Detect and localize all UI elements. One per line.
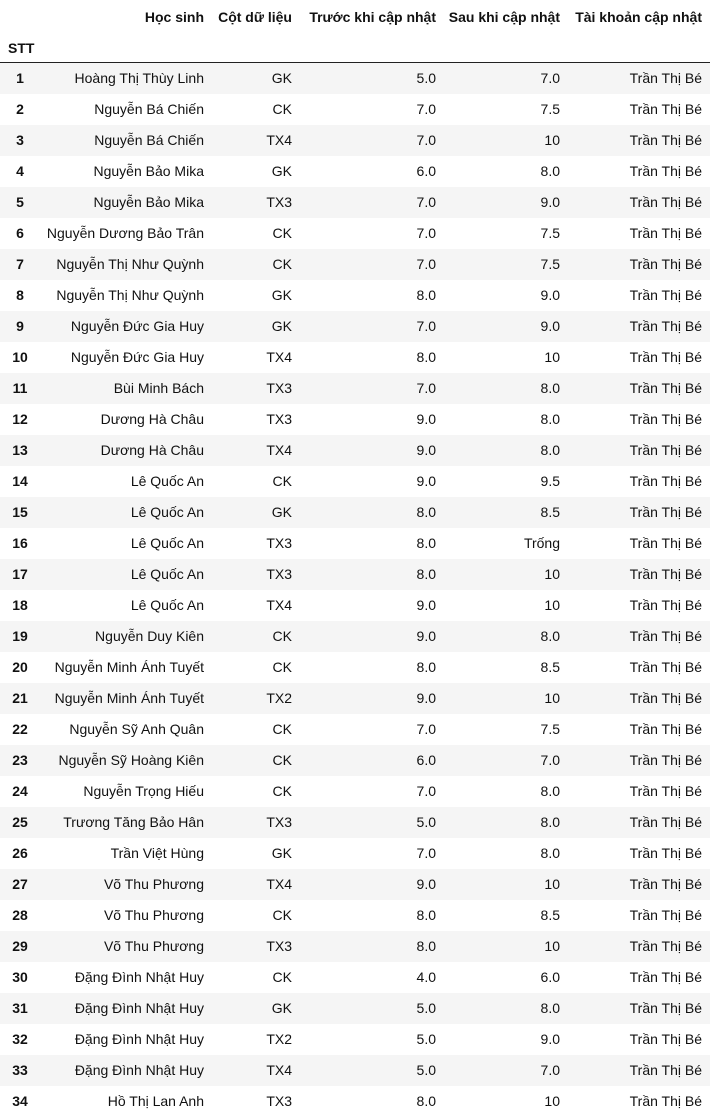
after-value-cell: Trống (523, 535, 560, 551)
student-name-cell: Dương Hà Châu (100, 442, 204, 458)
data-column-cell: CK (272, 225, 292, 241)
row-index: 20 (12, 659, 28, 675)
before-value-cell: 4.0 (416, 969, 436, 985)
row-index: 7 (16, 256, 24, 272)
student-name-cell: Đặng Đình Nhật Huy (74, 1000, 204, 1016)
data-column-cell: TX3 (266, 938, 292, 954)
account-cell: Trần Thị Bé (629, 287, 702, 303)
student-name-cell: Nguyễn Sỹ Anh Quân (69, 721, 204, 737)
table-row (0, 187, 710, 218)
student-name-cell: Nguyễn Bá Chiến (94, 132, 204, 148)
account-cell: Trần Thị Bé (629, 194, 702, 210)
table-row (0, 218, 710, 249)
before-value-cell: 9.0 (416, 473, 436, 489)
account-cell: Trần Thị Bé (629, 535, 702, 551)
index-header-blank (300, 34, 444, 63)
row-index: 18 (12, 597, 28, 613)
before-value-cell: 8.0 (416, 907, 436, 923)
row-index: 23 (12, 752, 28, 768)
before-value-cell: 6.0 (416, 163, 436, 179)
data-column-cell: GK (271, 1000, 292, 1016)
before-value-cell: 9.0 (416, 876, 436, 892)
account-cell: Trần Thị Bé (629, 318, 702, 334)
header-update-account: Tài khoản cập nhật (575, 9, 702, 25)
table-row (0, 125, 710, 156)
student-name-cell: Nguyễn Sỹ Hoàng Kiên (58, 752, 204, 768)
student-name-cell: Nguyễn Dương Bảo Trân (46, 225, 204, 241)
table-row (0, 435, 710, 466)
data-column-cell: TX4 (266, 597, 292, 613)
before-value-cell: 9.0 (416, 411, 436, 427)
before-value-cell: 5.0 (416, 814, 436, 830)
data-column-cell: CK (272, 101, 292, 117)
student-name-cell: Lê Quốc An (130, 597, 204, 613)
student-name-cell: Võ Thu Phương (103, 876, 204, 892)
data-column-cell: CK (272, 783, 292, 799)
data-column-cell: CK (272, 752, 292, 768)
data-column-cell: GK (271, 287, 292, 303)
after-value-cell: 10 (544, 938, 560, 954)
header-data-column: Cột dữ liệu (218, 9, 292, 25)
account-cell: Trần Thị Bé (629, 349, 702, 365)
account-cell: Trần Thị Bé (629, 938, 702, 954)
data-column-cell: TX2 (266, 1031, 292, 1047)
table-header (0, 0, 710, 63)
before-value-cell: 5.0 (416, 1000, 436, 1016)
row-index: 10 (12, 349, 28, 365)
before-value-cell: 9.0 (416, 442, 436, 458)
table-row (0, 807, 710, 838)
table-row (0, 497, 710, 528)
after-value-cell: 7.0 (540, 1062, 560, 1078)
after-value-cell: 7.0 (540, 70, 560, 87)
table-row (0, 404, 710, 435)
account-cell: Trần Thị Bé (629, 1062, 702, 1078)
row-index: 6 (16, 225, 24, 241)
data-column-cell: TX4 (266, 876, 292, 892)
data-column-cell: CK (272, 473, 292, 489)
student-name-cell: Nguyễn Bảo Mika (93, 163, 204, 179)
data-column-cell: TX3 (266, 194, 292, 210)
before-value-cell: 7.0 (416, 721, 436, 737)
index-header-row (0, 34, 710, 63)
table-row (0, 1086, 710, 1117)
row-index: 5 (16, 194, 24, 210)
data-column-cell: TX3 (266, 566, 292, 582)
student-name-cell: Nguyễn Bảo Mika (93, 194, 204, 210)
row-index: 25 (12, 814, 28, 830)
row-index: 9 (16, 318, 24, 334)
before-value-cell: 7.0 (416, 318, 436, 334)
account-cell: Trần Thị Bé (629, 752, 702, 768)
after-value-cell: 10 (544, 597, 560, 613)
table-row (0, 94, 710, 125)
before-value-cell: 9.0 (416, 690, 436, 706)
after-value-cell: 8.0 (540, 1000, 560, 1016)
after-value-cell: 10 (544, 1093, 560, 1109)
after-value-cell: 8.5 (540, 907, 560, 923)
account-cell: Trần Thị Bé (629, 504, 702, 520)
before-value-cell: 8.0 (416, 566, 436, 582)
header-student: Học sinh (144, 9, 204, 25)
account-cell: Trần Thị Bé (629, 845, 702, 861)
account-cell: Trần Thị Bé (629, 628, 702, 644)
row-index: 33 (12, 1062, 28, 1078)
student-name-cell: Trần Việt Hùng (110, 845, 204, 861)
after-value-cell: 10 (544, 566, 560, 582)
before-value-cell: 8.0 (416, 1093, 436, 1109)
data-column-cell: TX4 (266, 349, 292, 365)
data-column-cell: GK (271, 163, 292, 179)
account-cell: Trần Thị Bé (629, 442, 702, 458)
row-index: 19 (12, 628, 28, 644)
data-column-cell: CK (272, 256, 292, 272)
row-index: 2 (16, 101, 24, 117)
table-row (0, 280, 710, 311)
before-value-cell: 8.0 (416, 938, 436, 954)
after-value-cell: 9.0 (540, 194, 560, 210)
before-value-cell: 5.0 (416, 1031, 436, 1047)
after-value-cell: 7.5 (540, 101, 560, 117)
data-column-cell: TX4 (266, 1062, 292, 1078)
after-value-cell: 8.0 (540, 380, 560, 396)
row-index: 31 (12, 1000, 28, 1016)
after-value-cell: 8.0 (540, 783, 560, 799)
data-column-cell: TX3 (266, 535, 292, 551)
table-row (0, 249, 710, 280)
before-value-cell: 9.0 (416, 628, 436, 644)
table-row (0, 900, 710, 931)
table-row (0, 683, 710, 714)
account-cell: Trần Thị Bé (629, 876, 702, 892)
row-index: 27 (12, 876, 28, 892)
row-index: 13 (12, 442, 28, 458)
table-row (0, 156, 710, 187)
before-value-cell: 5.0 (416, 70, 436, 87)
after-value-cell: 8.0 (540, 442, 560, 458)
student-name-cell: Dương Hà Châu (100, 411, 204, 427)
data-column-cell: TX4 (266, 442, 292, 458)
data-column-cell: GK (271, 70, 292, 87)
row-index: 16 (12, 535, 28, 551)
after-value-cell: 10 (544, 349, 560, 365)
row-index: 8 (16, 287, 24, 303)
after-value-cell: 8.0 (540, 845, 560, 861)
after-value-cell: 7.5 (540, 721, 560, 737)
table-row (0, 838, 710, 869)
index-header-blank (212, 34, 300, 63)
table-row (0, 342, 710, 373)
table-row (0, 962, 710, 993)
account-cell: Trần Thị Bé (629, 907, 702, 923)
before-value-cell: 7.0 (416, 132, 436, 148)
student-name-cell: Nguyễn Bá Chiến (94, 101, 204, 117)
table-body (0, 63, 710, 1117)
after-value-cell: 9.0 (540, 287, 560, 303)
student-name-cell: Lê Quốc An (130, 566, 204, 582)
before-value-cell: 6.0 (416, 752, 436, 768)
before-value-cell: 7.0 (416, 380, 436, 396)
row-index: 30 (12, 969, 28, 985)
before-value-cell: 7.0 (416, 256, 436, 272)
row-index: 28 (12, 907, 28, 923)
row-index: 4 (16, 163, 24, 179)
row-index: 3 (16, 132, 24, 148)
row-index: 24 (12, 783, 28, 799)
account-cell: Trần Thị Bé (629, 1093, 702, 1109)
data-column-cell: TX3 (266, 1093, 292, 1109)
data-column-cell: TX4 (266, 132, 292, 148)
table-row (0, 559, 710, 590)
after-value-cell: 9.5 (540, 473, 560, 489)
after-value-cell: 8.0 (540, 814, 560, 830)
header-before-update: Trước khi cập nhật (309, 9, 436, 25)
student-name-cell: Nguyễn Thị Như Quỳnh (56, 287, 204, 303)
after-value-cell: 10 (544, 132, 560, 148)
before-value-cell: 7.0 (416, 845, 436, 861)
student-name-cell: Đặng Đình Nhật Huy (74, 1062, 204, 1078)
table-row (0, 931, 710, 962)
student-name-cell: Nguyễn Đức Gia Huy (70, 349, 204, 365)
account-cell: Trần Thị Bé (629, 132, 702, 148)
after-value-cell: 10 (544, 690, 560, 706)
account-cell: Trần Thị Bé (629, 1000, 702, 1016)
before-value-cell: 8.0 (416, 659, 436, 675)
after-value-cell: 7.5 (540, 256, 560, 272)
student-name-cell: Hoàng Thị Thùy Linh (74, 70, 204, 87)
table-row (0, 869, 710, 900)
index-header-blank (568, 34, 710, 63)
student-name-cell: Lê Quốc An (130, 535, 204, 551)
data-column-cell: TX3 (266, 814, 292, 830)
student-name-cell: Đặng Đình Nhật Huy (74, 969, 204, 985)
table-row (0, 714, 710, 745)
table-row (0, 993, 710, 1024)
table-row (0, 63, 710, 94)
student-name-cell: Lê Quốc An (130, 473, 204, 489)
row-index: 15 (12, 504, 28, 520)
after-value-cell: 8.0 (540, 411, 560, 427)
after-value-cell: 10 (544, 876, 560, 892)
data-column-cell: TX3 (266, 411, 292, 427)
student-name-cell: Nguyễn Minh Ánh Tuyết (54, 659, 204, 675)
student-name-cell: Nguyễn Đức Gia Huy (70, 318, 204, 334)
table-row (0, 311, 710, 342)
row-index: 34 (12, 1093, 28, 1109)
index-header-blank (40, 34, 212, 63)
before-value-cell: 8.0 (416, 287, 436, 303)
account-cell: Trần Thị Bé (629, 690, 702, 706)
student-name-cell: Hồ Thị Lan Anh (107, 1093, 204, 1109)
index-header-blank (444, 34, 568, 63)
student-name-cell: Lê Quốc An (130, 504, 204, 520)
table-row (0, 1024, 710, 1055)
student-name-cell: Đặng Đình Nhật Huy (74, 1031, 204, 1047)
table-row (0, 590, 710, 621)
row-index: 17 (12, 566, 28, 582)
after-value-cell: 8.0 (540, 163, 560, 179)
account-cell: Trần Thị Bé (629, 814, 702, 830)
data-column-cell: CK (272, 907, 292, 923)
before-value-cell: 7.0 (416, 101, 436, 117)
table-row (0, 466, 710, 497)
header-index: STT (8, 40, 35, 56)
row-index: 11 (12, 380, 28, 396)
row-index: 1 (16, 70, 24, 87)
table-row (0, 652, 710, 683)
student-name-cell: Võ Thu Phương (103, 938, 204, 954)
account-cell: Trần Thị Bé (629, 566, 702, 582)
before-value-cell: 5.0 (416, 1062, 436, 1078)
corner-cell (0, 0, 40, 34)
column-header-row (0, 0, 710, 34)
data-column-cell: TX3 (266, 380, 292, 396)
student-name-cell: Nguyễn Thị Như Quỳnh (56, 256, 204, 272)
account-cell: Trần Thị Bé (629, 101, 702, 117)
account-cell: Trần Thị Bé (629, 969, 702, 985)
data-column-cell: GK (271, 845, 292, 861)
after-value-cell: 8.5 (540, 659, 560, 675)
header-after-update: Sau khi cập nhật (448, 9, 560, 25)
account-cell: Trần Thị Bé (629, 721, 702, 737)
account-cell: Trần Thị Bé (629, 659, 702, 675)
table-row (0, 621, 710, 652)
after-value-cell: 7.0 (540, 752, 560, 768)
data-column-cell: CK (272, 969, 292, 985)
table-row (0, 528, 710, 559)
account-cell: Trần Thị Bé (629, 380, 702, 396)
data-column-cell: CK (272, 721, 292, 737)
before-value-cell: 7.0 (416, 225, 436, 241)
data-column-cell: GK (271, 318, 292, 334)
data-column-cell: GK (271, 504, 292, 520)
account-cell: Trần Thị Bé (629, 473, 702, 489)
account-cell: Trần Thị Bé (629, 597, 702, 613)
after-value-cell: 7.5 (540, 225, 560, 241)
before-value-cell: 8.0 (416, 535, 436, 551)
account-cell: Trần Thị Bé (629, 411, 702, 427)
account-cell: Trần Thị Bé (629, 1031, 702, 1047)
after-value-cell: 9.0 (540, 1031, 560, 1047)
student-name-cell: Nguyễn Trọng Hiếu (83, 783, 204, 799)
row-index: 22 (12, 721, 28, 737)
account-cell: Trần Thị Bé (629, 225, 702, 241)
table-row (0, 373, 710, 404)
before-value-cell: 8.0 (416, 504, 436, 520)
after-value-cell: 8.5 (540, 504, 560, 520)
before-value-cell: 7.0 (416, 194, 436, 210)
student-name-cell: Trương Tăng Bảo Hân (63, 814, 204, 830)
table-row (0, 745, 710, 776)
account-cell: Trần Thị Bé (629, 256, 702, 272)
row-index: 21 (12, 690, 28, 706)
student-name-cell: Bùi Minh Bách (113, 380, 204, 396)
before-value-cell: 9.0 (416, 597, 436, 613)
student-name-cell: Nguyễn Minh Ánh Tuyết (54, 690, 204, 706)
data-column-cell: CK (272, 659, 292, 675)
row-index: 12 (12, 411, 28, 427)
after-value-cell: 6.0 (540, 969, 560, 985)
account-cell: Trần Thị Bé (629, 783, 702, 799)
student-name-cell: Nguyễn Duy Kiên (95, 628, 204, 644)
before-value-cell: 7.0 (416, 783, 436, 799)
row-index: 14 (12, 473, 28, 489)
row-index: 29 (12, 938, 28, 954)
student-name-cell: Võ Thu Phương (103, 907, 204, 923)
row-index: 26 (12, 845, 28, 861)
data-column-cell: TX2 (266, 690, 292, 706)
table-row (0, 776, 710, 807)
row-index: 32 (12, 1031, 28, 1047)
after-value-cell: 8.0 (540, 628, 560, 644)
account-cell: Trần Thị Bé (629, 163, 702, 179)
table-row (0, 1055, 710, 1086)
after-value-cell: 9.0 (540, 318, 560, 334)
before-value-cell: 8.0 (416, 349, 436, 365)
account-cell: Trần Thị Bé (629, 70, 702, 87)
data-column-cell: CK (272, 628, 292, 644)
